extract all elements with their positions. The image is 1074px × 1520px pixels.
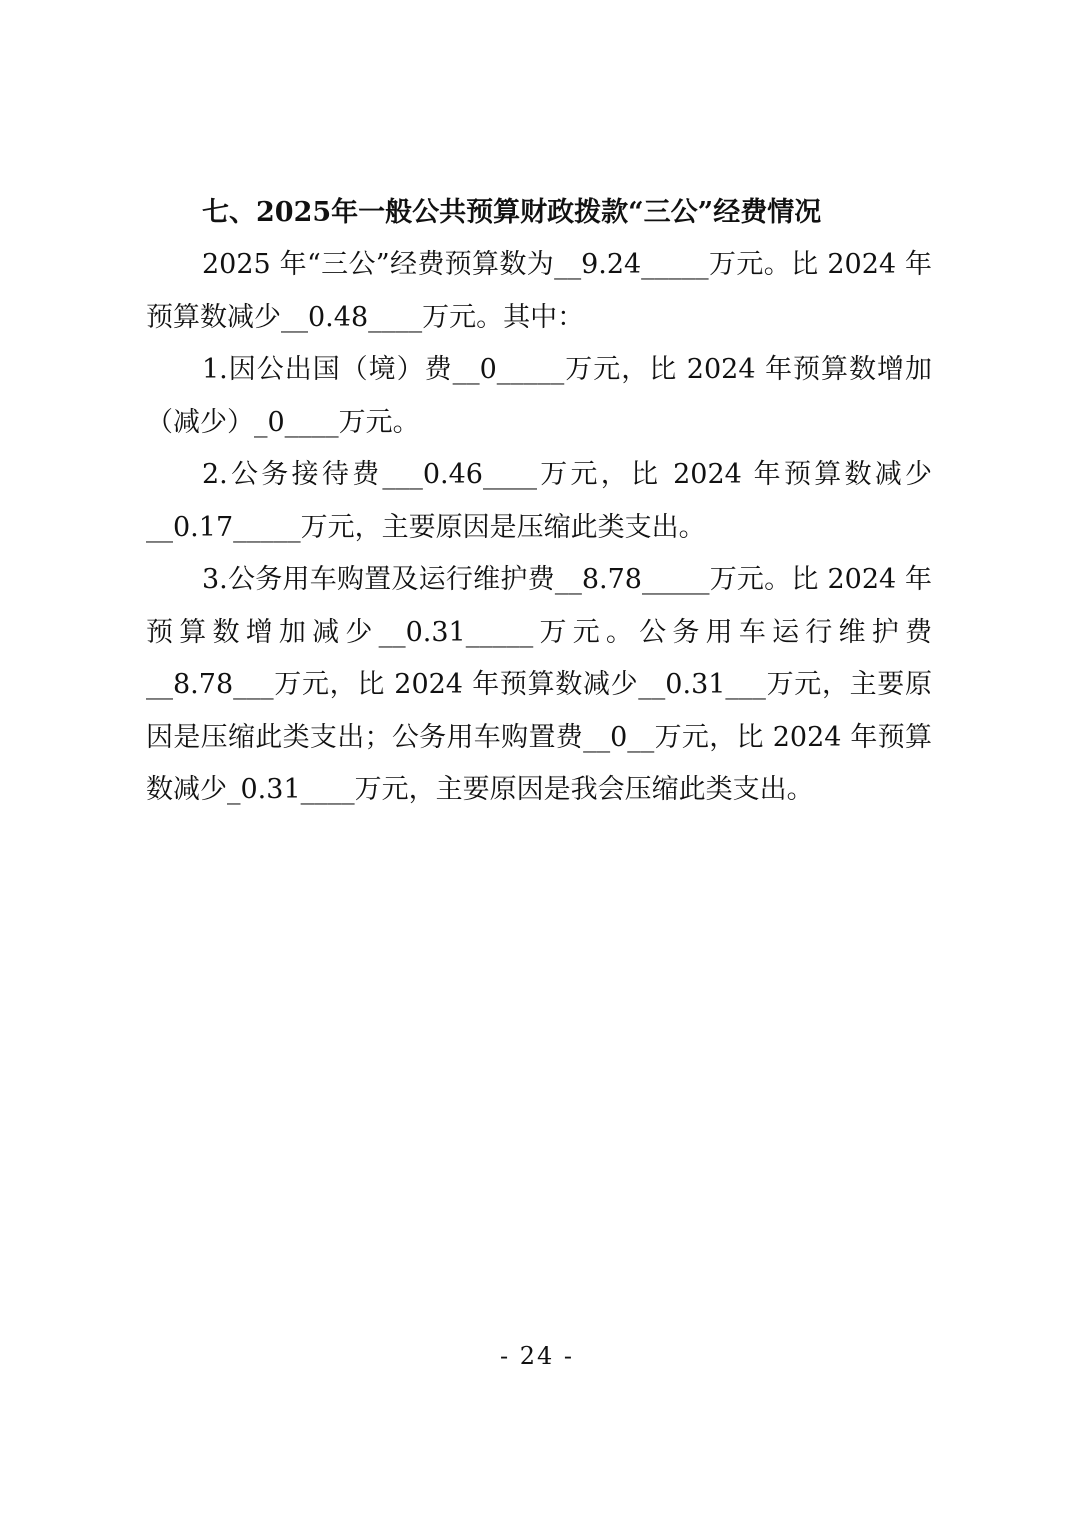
paragraph-overseas-travel: 1.因公出国（境）费__0_____万元，比 2024 年预算数增加（减少）_0____万元。 [146,354,932,438]
page-number: - 24 - [499,1342,574,1370]
document-body [146,187,932,817]
paragraph-reception: 2.公务接待费___0.46____万元，比 2024 年预算数减少__0.17_____万元，主要原因是压缩此类支出。 [146,459,932,543]
paragraph-total: 2025 年“三公”经费预算数为__9.24_____万元。比 2024 年预算数减少__0.48____万元。其中： [146,249,932,333]
paragraph-vehicles: 3.公务用车购置及运行维护费__8.78_____万元。比 2024 年预算数增加减少__0.31_____万元。公务用车运行维护费__8.78___万元，比 2024 年预算数减少__0.31___万元，主要原因是压缩此类支出；公务用车购置费__0__万元，比 2024 年预算数减少_0.31____万元，主要原因是我会压缩此类支出。 [146,564,932,805]
section-heading: 七、2025年一般公共预算财政拨款“三公”经费情况 [202,197,822,228]
